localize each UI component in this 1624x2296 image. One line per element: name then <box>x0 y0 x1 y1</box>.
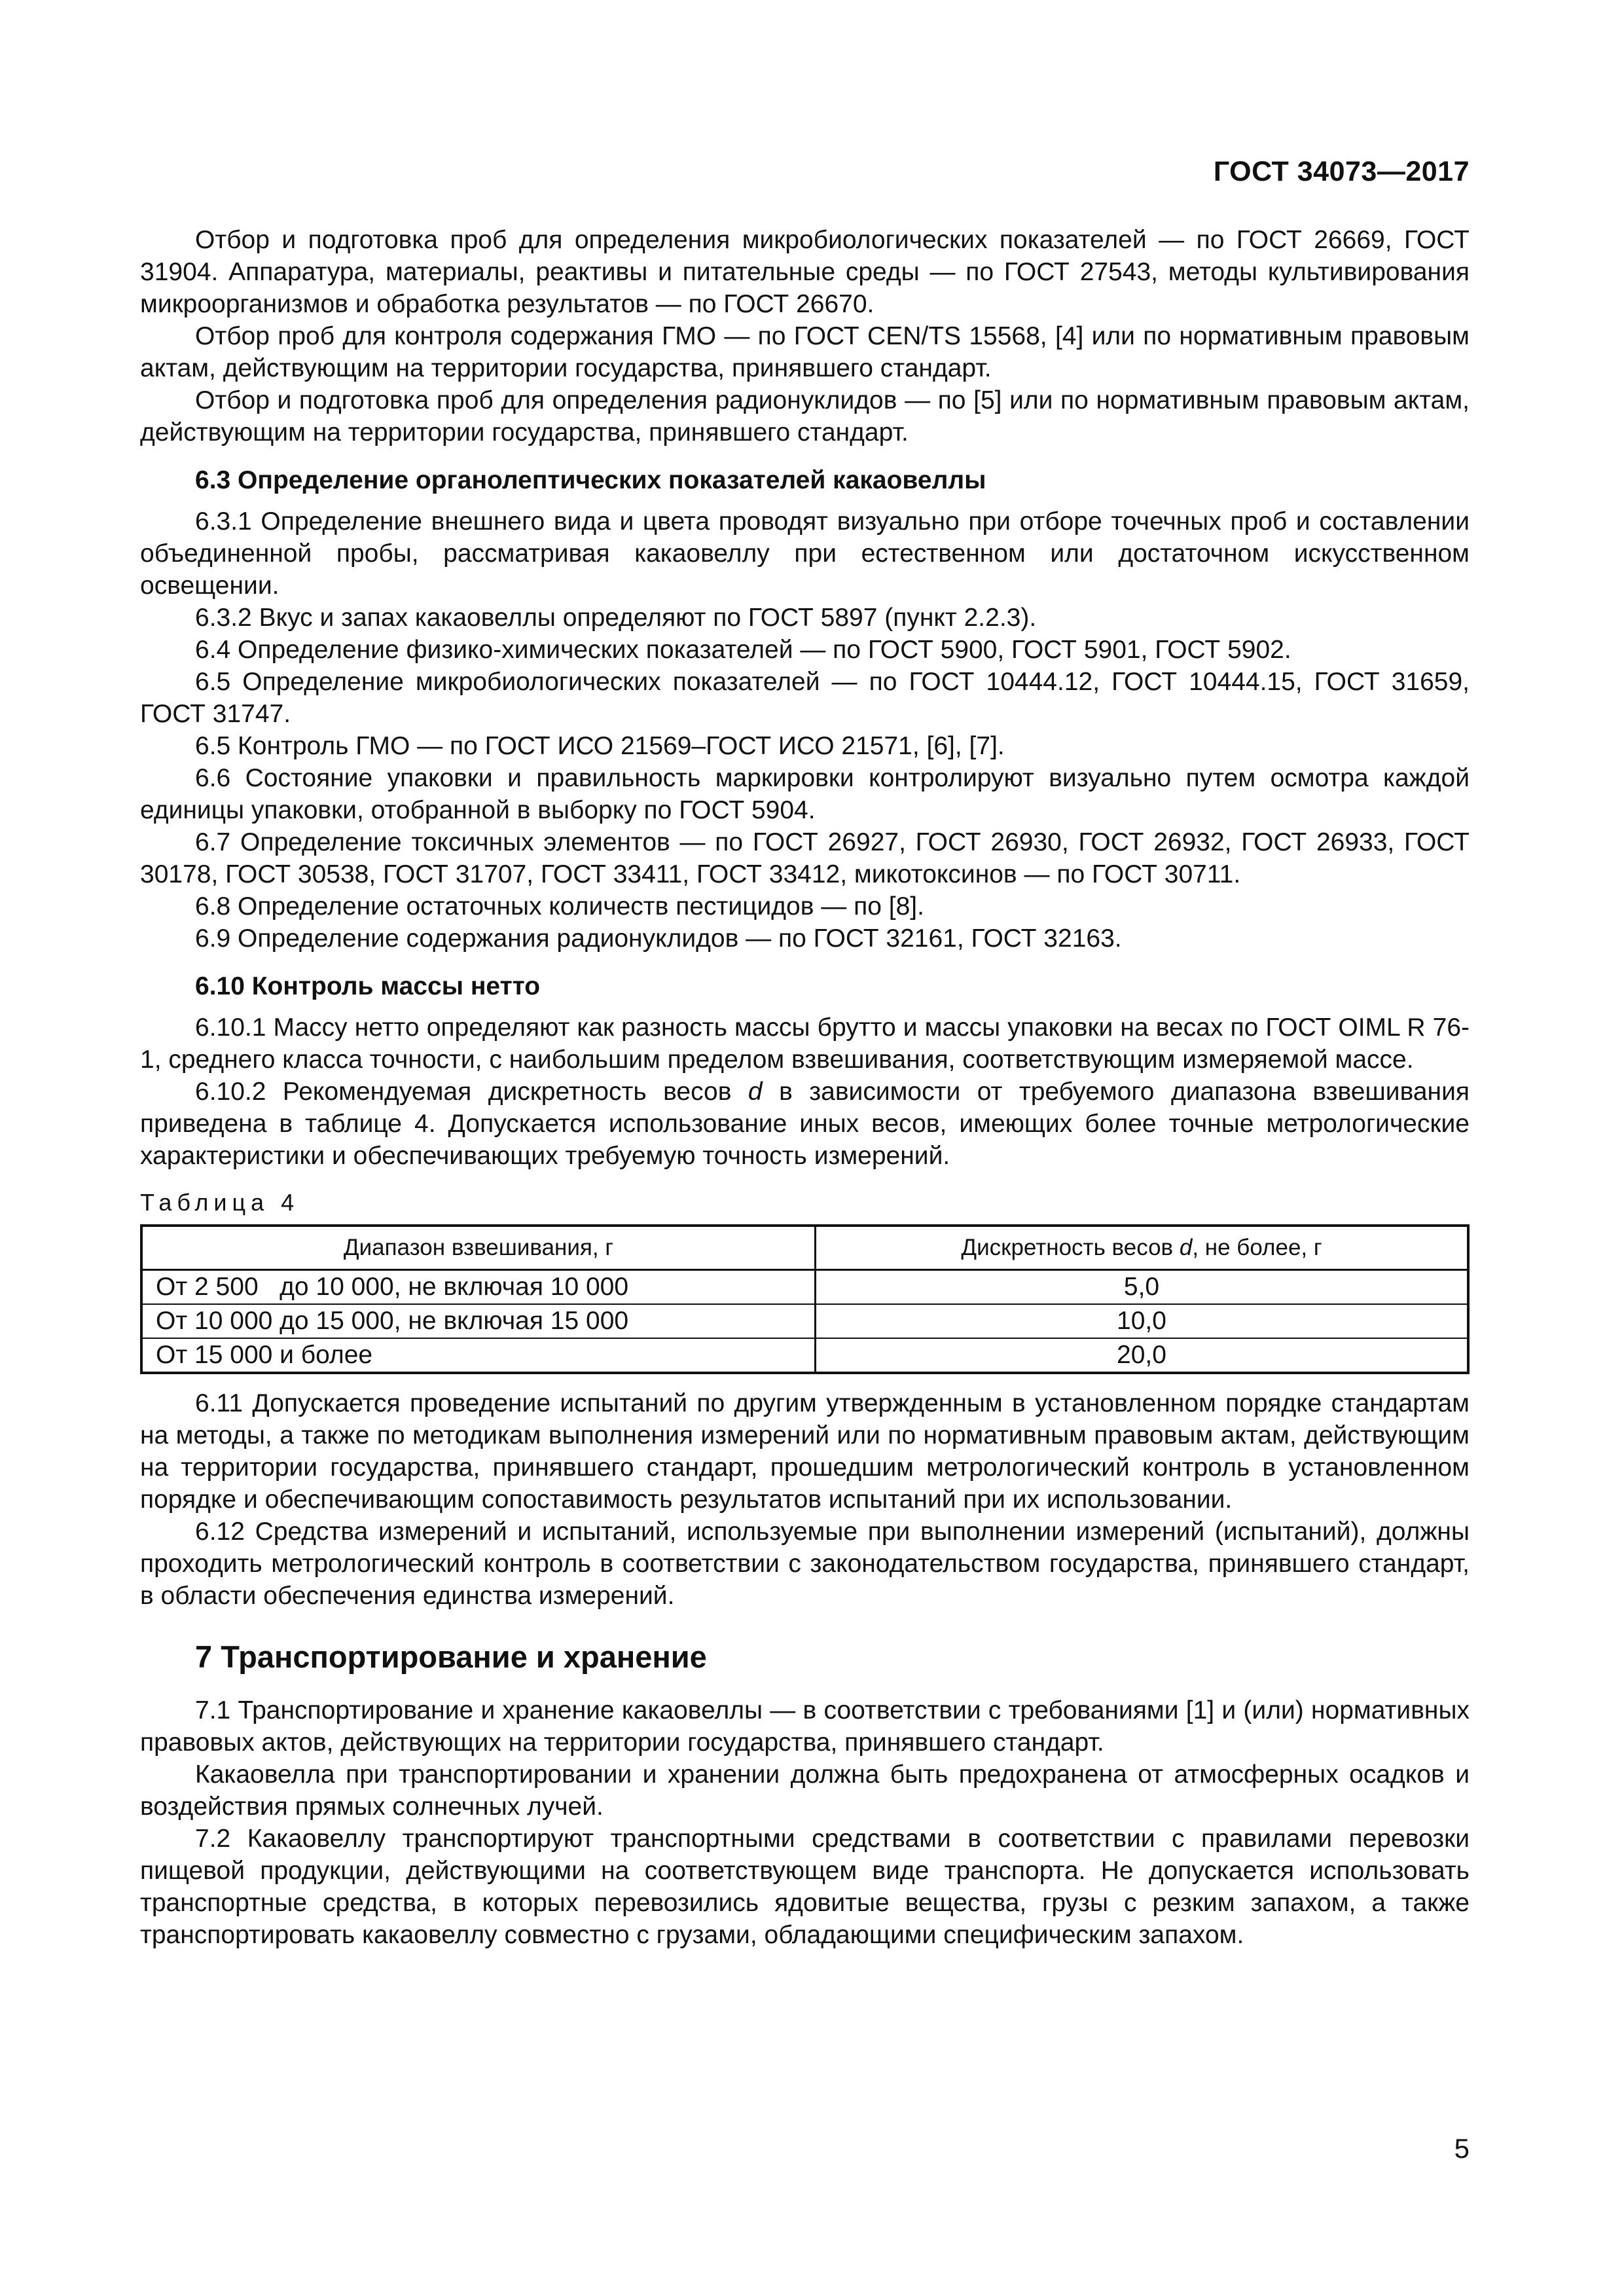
paragraph: 7.2 Какаовеллу транспортируют транспортными средствами в соответствии с правилами перевозки пищевой продукции, действующими на соответствующем виде транспорта. Не допускается использовать транспортные средства, в которых перевозились ядовитые вещества, грузы с резким запахом, а также транспортировать какаовеллу совместно с грузами, обладающими специфическим запахом. <box>140 1825 1470 1949</box>
table-caption: Таблица 4 <box>140 1189 300 1216</box>
section-heading-6-10: 6.10 Контроль массы нетто <box>195 972 541 1000</box>
paragraph <box>140 1076 1470 1172</box>
paragraph: 6.3.2 Вкус и запах какаовеллы определяют по ГОСТ 5897 (пункт 2.2.3). <box>195 604 1037 632</box>
paragraph: 6.5 Контроль ГМО — по ГОСТ ИСО 21569–ГОСТ ИСО 21571, [6], [7]. <box>195 732 1005 760</box>
table-row <box>141 1304 1468 1338</box>
variable-d: d <box>1179 1235 1193 1260</box>
paragraph: Отбор проб для контроля содержания ГМО — по ГОСТ CEN/TS 15568, [4] или по нормативным правовым актам, действующим на территории государства, принявшего стандарт. <box>140 322 1470 382</box>
cell-value: 20,0 <box>816 1338 1469 1373</box>
paragraph: 6.3.1 Определение внешнего вида и цвета проводят визуально при отборе точечных проб и составлении объединенной пробы, рассматривая какаовеллу при естественном или достаточном искусственном освещении. <box>140 507 1470 600</box>
section-heading-7: 7 Транспортирование и хранение <box>195 1639 707 1674</box>
column-header-range: Диапазон взвешивания, г <box>141 1226 816 1270</box>
paragraph: 6.4 Определение физико-химических показателей — по ГОСТ 5900, ГОСТ 5901, ГОСТ 5902. <box>195 636 1291 664</box>
paragraph: 6.11 Допускается проведение испытаний по другим утвержденным в установленном порядке стандартам на методы, а также по методикам выполнения измерений или по нормативным правовым актам, действующим на территории государства, принявшего стандарт, прошедшим метрологический контроль в установленном порядке и обеспечивающим сопоставимость результатов испытаний при их использовании. <box>140 1389 1470 1514</box>
paragraph: 6.10.1 Массу нетто определяют как разность массы брутто и массы упаковки на весах по ГОСТ OIML R 76-1, среднего класса точности, с наибольшим пределом взвешивания, соответствующим измеряемой массе. <box>140 1013 1470 1074</box>
paragraph: 6.6 Состояние упаковки и правильность маркировки контролируют визуально путем осмотра каждой единицы упаковки, отобранной в выборку по ГОСТ 5904. <box>140 764 1470 824</box>
paragraph: 6.5 Определение микробиологических показателей — по ГОСТ 10444.12, ГОСТ 10444.15, ГОСТ 31659, ГОСТ 31747. <box>140 668 1470 728</box>
cell-value: 5,0 <box>816 1270 1469 1305</box>
paragraph-text: 6.10.2 Рекомендуемая дискретность весов <box>195 1078 748 1106</box>
paragraph: 6.9 Определение содержания радионуклидов — по ГОСТ 32161, ГОСТ 32163. <box>195 924 1122 953</box>
table-row <box>141 1338 1468 1373</box>
cell-range: От 2 500 до 10 000, не включая 10 000 <box>141 1270 816 1305</box>
variable-d: d <box>748 1078 763 1106</box>
document-body <box>140 224 1470 1951</box>
header-text: Дискретность весов <box>961 1235 1180 1260</box>
section-heading-6-3: 6.3 Определение органолептических показателей какаовеллы <box>195 466 986 494</box>
cell-range: От 10 000 до 15 000, не включая 15 000 <box>141 1304 816 1338</box>
paragraph: Какаовелла при транспортировании и хранении должна быть предохранена от атмосферных осадков и воздействия прямых солнечных лучей. <box>140 1760 1470 1821</box>
column-header-discreteness <box>816 1226 1469 1270</box>
table-header-row <box>141 1226 1468 1270</box>
table-4 <box>140 1224 1470 1374</box>
cell-range: От 15 000 и более <box>141 1338 816 1373</box>
paragraph: 6.12 Средства измерений и испытаний, используемые при выполнении измерений (испытаний), должны проходить метрологический контроль в соответствии с законодательством государства, принявшего стандарт, в области обеспечения единства измерений. <box>140 1518 1470 1610</box>
cell-value: 10,0 <box>816 1304 1469 1338</box>
paragraph: 7.1 Транспортирование и хранение какаовеллы — в соответствии с требованиями [1] и (или) нормативных правовых актов, действующих на территории государства, принявшего стандарт. <box>140 1696 1470 1757</box>
paragraph: Отбор и подготовка проб для определения радионуклидов — по [5] или по нормативным правовым актам, действующим на территории государства, принявшего стандарт. <box>140 386 1470 446</box>
paragraph: Отбор и подготовка проб для определения микробиологических показателей — по ГОСТ 26669, ГОСТ 31904. Аппаратура, материалы, реактивы и питательные среды — по ГОСТ 27543, методы культивирования микроорганизмов и обработка результатов — по ГОСТ 26670. <box>140 226 1470 318</box>
page-number: 5 <box>1454 2133 1470 2164</box>
header-text: , не более, г <box>1192 1235 1322 1260</box>
paragraph: 6.8 Определение остаточных количеств пестицидов — по [8]. <box>195 892 924 920</box>
table-row <box>141 1270 1468 1305</box>
paragraph: 6.7 Определение токсичных элементов — по ГОСТ 26927, ГОСТ 26930, ГОСТ 26932, ГОСТ 26933, ГОСТ 30178, ГОСТ 30538, ГОСТ 31707, ГОСТ 33411, ГОСТ 33412, микотоксинов — по ГОСТ 30711. <box>140 828 1470 888</box>
document-code: ГОСТ 34073—2017 <box>1213 156 1470 187</box>
paragraph-text: в зависимости от требуемого диапазона взвешивания приведена в таблице 4. Допускается использование иных весов, имеющих более точные метрологические характеристики и обеспечивающих требуемую точность измерений. <box>140 1078 1470 1170</box>
